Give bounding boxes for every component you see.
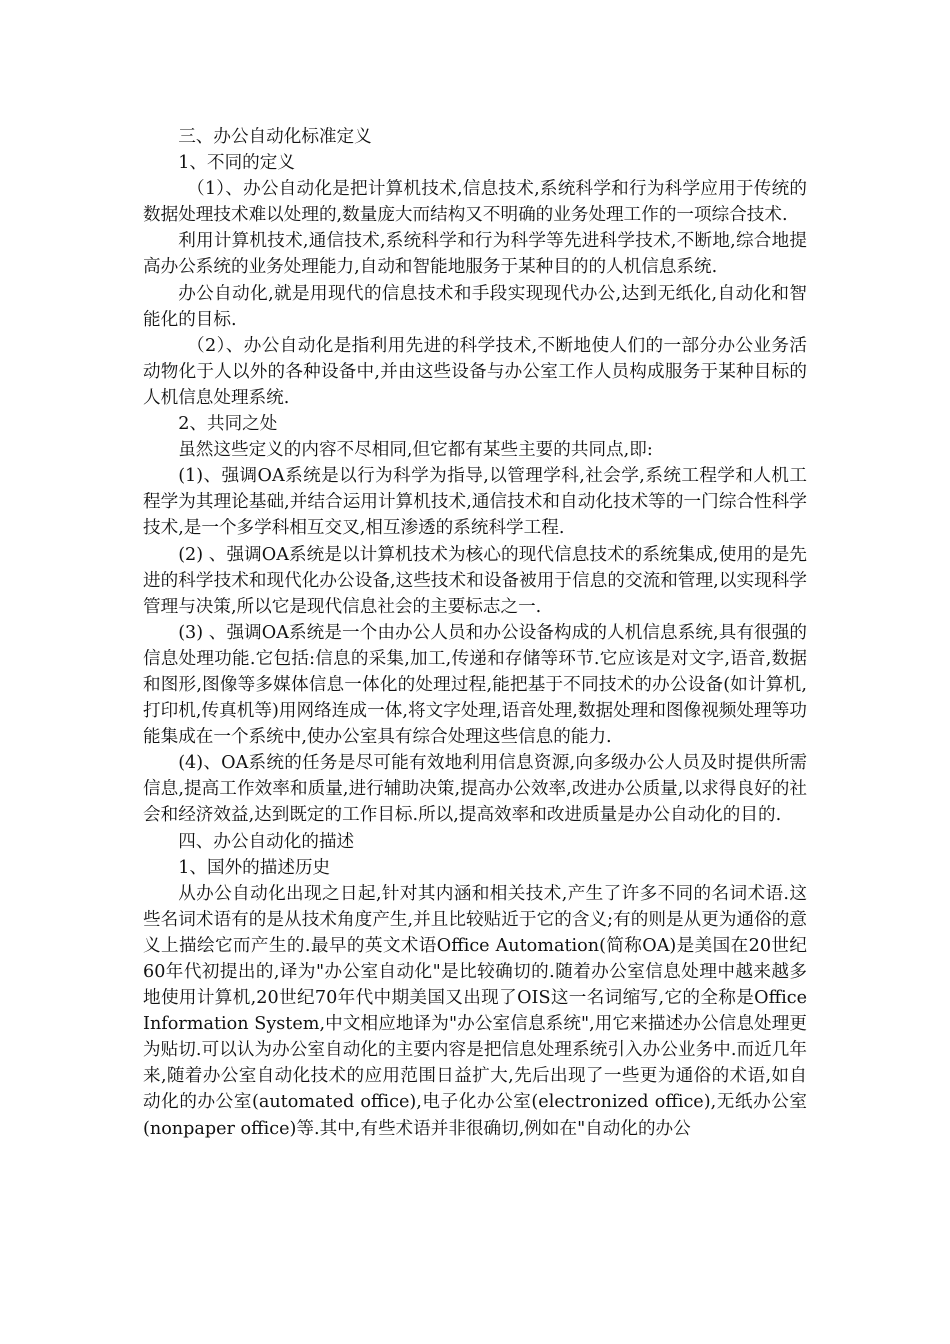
paragraph: 虽然这些定义的内容不尽相同,但它都有某些主要的共同点,即: <box>178 440 653 461</box>
section-heading: 三、办公自动化标准定义 <box>178 127 372 147</box>
list-item: (4)、OA系统的任务是尽可能有效地利用信息资源,向多级办公人员及时提供所需信息,提高工作效率和质量,进行辅助决策,提高办公效率,改进办公质量,以求得良好的社会和经济效益,达到既定的工作目标.所以,提高效率和改进质量是办公自动化的目的. <box>143 753 807 826</box>
paragraph: 利用计算机技术,通信技术,系统科学和行为科学等先进科学技术,不断地,综合地提高办公系统的业务处理能力,自动和智能地服务于某种目的的人机信息系统. <box>143 231 807 278</box>
list-item: (2) 、强调OA系统是以计算机技术为核心的现代信息技术的系统集成,使用的是先进的科学技术和现代化办公设备,这些技术和设备被用于信息的交流和管理,以实现科学管理与决策,所以它是现代信息社会的主要标志之一. <box>143 544 807 617</box>
paragraph: 办公自动化,就是用现代的信息技术和手段实现现代办公,达到无纸化,自动化和智能化的目标. <box>143 283 807 330</box>
subsection-heading: 1、不同的定义 <box>178 153 295 174</box>
paragraph: （2）、办公自动化是指利用先进的科学技术,不断地使人们的一部分办公业务活动物化于人以外的各种设备中,并由这些设备与办公室工作人员构成服务于某种目标的人机信息处理系统. <box>143 335 807 408</box>
subsection-heading: 1、国外的描述历史 <box>178 857 331 878</box>
paragraph: 从办公自动化出现之日起,针对其内涵和相关技术,产生了许多不同的名词术语.这些名词术语有的是从技术角度产生,并且比较贴近于它的含义;有的则是从更为通俗的意义上描绘它而产生的.最早的英文术语Office Automation(简称OA)是美国在20世纪60年代初提出的,译为"办公室自动化"是比较确切的.随着办公室信息处理中越来越多地使用计算机,20世纪70年代中期美国又出现了OIS这一名词缩写,它的全称是Office Information System,中文相应地译为"办公室信息系统",用它来描述办公信息处理更为贴切.可以认为办公室自动化的主要内容是把信息处理系统引入办公业务中.而近几年来,随着办公室自动化技术的应用范围日益扩大,先后出现了一些更为通俗的术语,如自动化的办公室(automated office),电子化办公室(electronized office),无纸办公室(nonpaper office)等.其中,有些术语并非很确切,例如在"自动化的办公 <box>143 883 807 1139</box>
subsection-heading: 2、共同之处 <box>178 414 278 435</box>
section-heading: 四、办公自动化的描述 <box>178 831 355 852</box>
document-body <box>143 124 807 1142</box>
list-item: (3) 、强调OA系统是一个由办公人员和办公设备构成的人机信息系统,具有很强的信息处理功能.它包括:信息的采集,加工,传递和存储等环节.它应该是对文字,语音,数据和图形,图像等多媒体信息一体化的处理过程,能把基于不同技术的办公设备(如计算机,打印机,传真机等)用网络连成一体,将文字处理,语音处理,数据处理和图像视频处理等功能集成在一个系统中,使办公室具有综合处理这些信息的能力. <box>143 622 807 748</box>
list-item: (1)、强调OA系统是以行为科学为指导,以管理学科,社会学,系统工程学和人机工程学为其理论基础,并结合运用计算机技术,通信技术和自动化技术等的一门综合性科学技术,是一个多学科相互交叉,相互渗透的系统科学工程. <box>143 466 807 539</box>
paragraph: （1）、办公自动化是把计算机技术,信息技术,系统科学和行为科学应用于传统的数据处理技术难以处理的,数量庞大而结构又不明确的业务处理工作的一项综合技术. <box>143 179 807 226</box>
